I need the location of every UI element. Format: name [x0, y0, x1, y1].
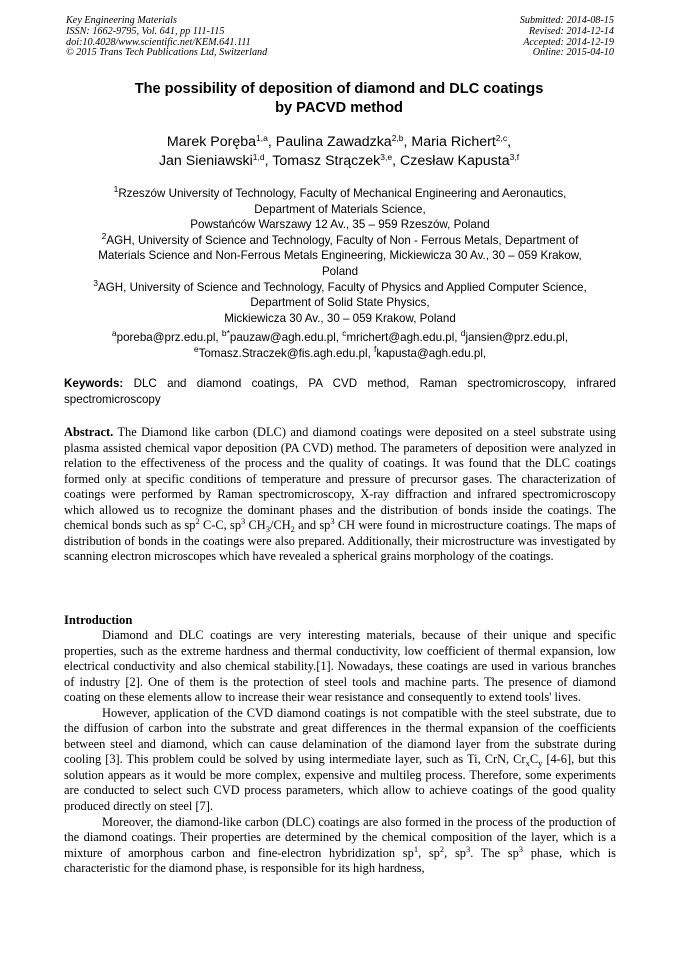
email-link[interactable]: mrichert@agh.edu.pl,: [346, 331, 461, 344]
paragraph-text: [4-6], but this solution appears as it would be more complex, expensive and multileg process. Therefore, some experiments are conducted to select such CVD process parameters, which allow to achieve coatings of the good quality produced directly on steel [7].: [64, 752, 616, 814]
abstract-section: [64, 425, 616, 565]
paragraph-sup: 3: [518, 843, 524, 854]
author-separator: ,: [267, 134, 276, 150]
paragraph-text: . The sp: [470, 845, 519, 860]
date-revised: Revised: 2014-12-14: [528, 25, 614, 37]
paragraph-text: , sp: [418, 845, 440, 860]
author-affiliation-mark: 2,b: [391, 133, 404, 143]
affiliation-line: [62, 230, 618, 249]
affiliation-list: [62, 186, 618, 326]
email-link[interactable]: jansien@prz.edu.pl,: [465, 331, 569, 344]
author-line: [60, 133, 618, 152]
affiliation-number: 2: [101, 230, 107, 241]
email-link[interactable]: poreba@prz.edu.pl,: [116, 331, 222, 344]
abstract-text: CH were found in microstructure coatings. The maps of distribution of bonds in the coatings were also prepared. Additionally, their microstructure was investigated by scanning electron microscopes which have revealed a spherical grains morphology of the coatings.: [64, 518, 617, 563]
paragraph-text: phase, which is characteristic for the diamond phase, is responsible for its high hardness,: [64, 845, 616, 876]
abstract-sup: 3: [330, 516, 335, 526]
email-line: [62, 330, 618, 346]
abstract-text: The Diamond like carbon (DLC) and diamond coatings were deposited on a steel substrate using plasma assisted chemical vapor deposition (PA CVD) method. The parameters of deposition were analyzed in relation to the effectiveness of the process and the quality of coatings. It was found that the DLC coatings formed only at specific conditions of temperature and pressure of precursor gases. The characterization of coatings were performed by Raman spectromicroscopy, X-ray diffraction and infrared spectromicroscopy which allowed us to recognize the dominant phases and the distribution of bonds inside the coatings. The chemical bonds such as sp: [64, 425, 617, 532]
email-mark: f: [374, 343, 377, 354]
paragraph-text: Moreover, the diamond-like carbon (DLC) coatings are also formed in the process of the production of the diamond coatings. Their properties are determined by the chemical composition of the layer, which is a mixture of amorphous carbon and fine-electron hybridization sp: [64, 814, 616, 860]
keywords-text: DLC and diamond coatings, PA CVD method, Raman spectromicroscopy, infrared spectromicroscopy: [64, 377, 616, 406]
abstract-sub: 2: [290, 524, 295, 534]
journal-name: Key Engineering Materials: [66, 15, 177, 26]
date-submitted: Submitted: 2014-08-15: [519, 15, 614, 26]
author-name: Maria Richert: [411, 134, 496, 150]
affiliation-line: Poland: [321, 264, 359, 278]
title-line: by PACVD method: [275, 100, 403, 116]
journal-header-left: [66, 16, 267, 59]
email-line: [62, 343, 618, 362]
abstract-sub: 3: [265, 524, 270, 534]
paragraph-text: C: [529, 752, 539, 767]
title-line: The possibility of deposition of diamond and DLC coatings: [134, 81, 544, 97]
author-name: Jan Sieniawski: [158, 153, 253, 169]
keywords-section: [64, 376, 616, 407]
paragraph-sub: y: [538, 758, 543, 769]
affiliation-line: [62, 186, 618, 202]
affiliation-line: Department of Materials Science,: [254, 202, 426, 216]
author-affiliation-mark: 1,a: [256, 133, 268, 143]
author-affiliation-mark: 1,d: [252, 152, 265, 162]
paragraph-sup: 2: [439, 843, 445, 854]
abstract-sup: 3: [241, 516, 246, 526]
affiliation-3: [62, 277, 618, 327]
abstract-text: CH: [245, 518, 266, 532]
affiliation-2: [62, 230, 618, 280]
abstract-text: C-C, sp: [199, 518, 242, 532]
email-mark: c: [342, 328, 347, 338]
author-affiliation-mark: 3,e: [380, 152, 393, 162]
affiliation-line: [62, 277, 618, 296]
email-mark: d: [460, 328, 466, 338]
keywords-label: Keywords:: [64, 377, 124, 390]
paragraph-text: However, application of the CVD diamond coatings is not compatible with the steel substrate, due to the diffusion of carbon into the substrate and great differences in the thermal expansion of the coefficients between steel and diamond, which can cause delamination of the diamond layer from the substrate during cooling [3]. This problem could be solved by using intermediate layer, such as Ti, CrN, Cr: [64, 705, 616, 767]
author-separator: ,: [507, 134, 512, 150]
author-name: Czesław Kapusta: [399, 153, 510, 169]
author-name: Paulina Zawadzka: [275, 134, 392, 150]
paragraph-sup: 1: [413, 843, 419, 854]
affiliation-line: Materials Science and Non-Ferrous Metals Engineering, Mickiewicza 30 Av., 30 – 059 Krakow,: [98, 249, 582, 263]
email-mark: e: [193, 343, 199, 354]
author-list: [60, 133, 618, 171]
author-separator: ,: [392, 153, 400, 169]
email-link[interactable]: Tomasz.Straczek@fis.agh.edu.pl,: [198, 346, 375, 360]
journal-doi[interactable]: doi:10.4028/www.scientific.net/KEM.641.111: [66, 36, 251, 48]
affiliation-1: [62, 186, 618, 233]
author-affiliation-mark: 2,c: [495, 133, 508, 143]
email-mark: b*: [221, 328, 230, 338]
introduction-paragraph-2: [64, 706, 616, 815]
email-link[interactable]: pauzaw@agh.edu.pl,: [229, 331, 343, 344]
author-separator: ,: [403, 134, 412, 150]
affiliation-text: AGH, University of Science and Technology, Faculty of Physics and Applied Computer Science,: [98, 280, 587, 294]
introduction-body: [64, 628, 616, 877]
journal-header-right: [520, 16, 614, 59]
email-mark: a: [111, 328, 117, 338]
paper-title: [60, 80, 618, 118]
email-list: [62, 330, 618, 361]
affiliation-line: Mickiewicza 30 Av., 30 – 059 Krakow, Poland: [224, 311, 456, 325]
author-separator: ,: [264, 153, 273, 169]
affiliation-number: 1: [113, 184, 119, 194]
journal-issn: ISSN: 1662-9795, Vol. 641, pp 111-115: [66, 25, 225, 37]
affiliation-text: AGH, University of Science and Technology, Faculty of Non - Ferrous Metals, Department of: [106, 233, 579, 247]
email-link[interactable]: kapusta@agh.edu.pl,: [376, 346, 487, 360]
author-name: Tomasz Strączek: [272, 153, 381, 169]
paragraph-sub: x: [525, 758, 530, 769]
abstract-text: and sp: [294, 518, 331, 532]
paragraph-sup: 3: [465, 843, 471, 854]
affiliation-line: Department of Solid State Physics,: [250, 296, 430, 310]
date-accepted: Accepted: 2014-12-19: [523, 36, 614, 48]
introduction-paragraph-3: [64, 815, 616, 877]
affiliation-number: 3: [93, 277, 99, 288]
affiliation-line: Powstańców Warszawy 12 Av., 35 – 959 Rzeszów, Poland: [190, 218, 490, 232]
paragraph-text: , sp: [444, 845, 466, 860]
author-affiliation-mark: 3,f: [509, 152, 520, 162]
author-line: [60, 152, 618, 171]
introduction-heading: Introduction: [64, 613, 133, 627]
abstract-text: /CH: [270, 518, 291, 532]
journal-copyright: © 2015 Trans Tech Publications Ltd, Switzerland: [66, 47, 268, 59]
abstract-label: Abstract.: [64, 425, 114, 439]
abstract-sup: 2: [195, 516, 200, 526]
affiliation-text: Rzeszów University of Technology, Faculty of Mechanical Engineering and Aeronautics,: [118, 187, 567, 200]
author-name: Marek Poręba: [166, 134, 257, 150]
introduction-paragraph-1: Diamond and DLC coatings are very interesting materials, because of their unique and specific properties, such as the extreme hardness and thermal conductivity, low coefficient of thermal expansion, low electrical conductivity and also chemical stability.[1]. Nowadays, these coatings are used in various branches of industry [2]. One of them is the protection of steel tools and machine parts. The presence of diamond coating on these elements allow to increase their wear resistance and consequently to extend tools' lives.: [64, 628, 616, 705]
date-online: Online: 2015-04-10: [532, 47, 614, 59]
